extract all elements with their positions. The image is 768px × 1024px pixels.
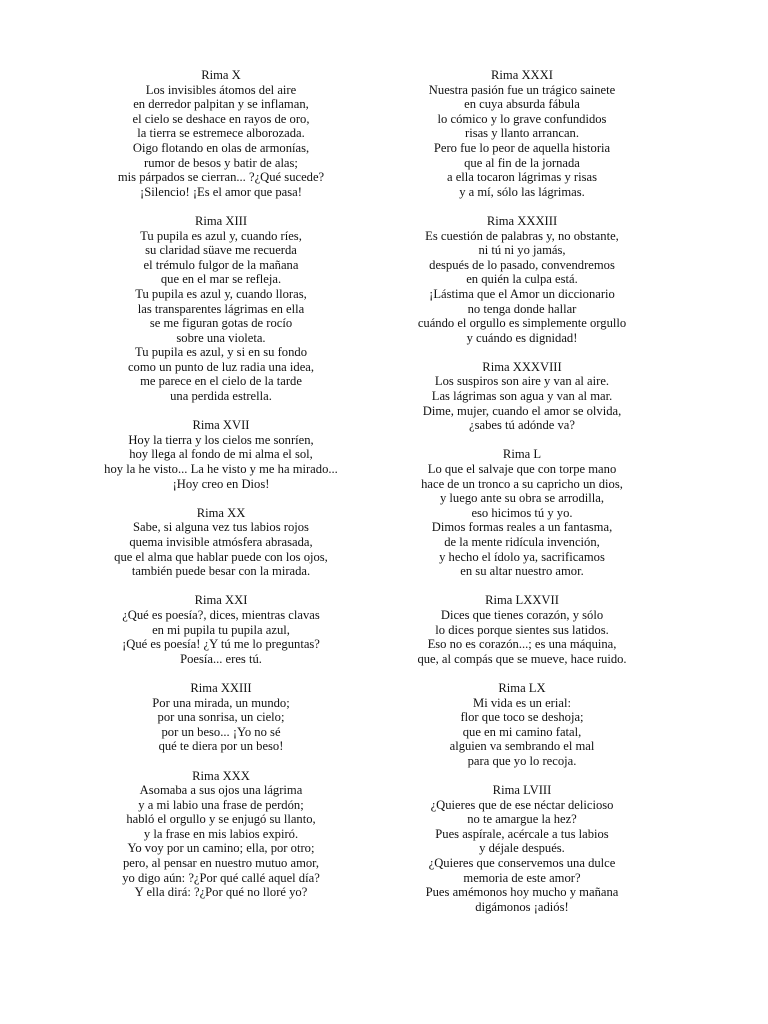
poem-title: Rima XXXVIII (482, 359, 562, 374)
poem-line: Pero fue lo peor de aquella historia (433, 140, 611, 155)
poem-line: las transparentes lágrimas en ella (137, 301, 305, 316)
poem-line: el cielo se deshace en rayos de oro, (132, 111, 310, 126)
poem-line: y la frase en mis labios expiró. (143, 826, 299, 841)
poem-line: risas y llanto arrancan. (465, 126, 579, 141)
poem-title: Rima XVII (192, 418, 250, 433)
left-column (51, 68, 391, 914)
poem-title: Rima XXI (194, 593, 248, 608)
poem (352, 68, 692, 199)
poem-line: eso hicimos tú y yo. (471, 505, 573, 520)
poem-line: y déjale después. (479, 841, 565, 856)
poem-line: después de lo pasado, convendremos (429, 257, 615, 272)
poem-line: Hoy la tierra y los cielos me sonríen, (128, 432, 314, 447)
poem-line: ¡Silencio! ¡Es el amor que pasa! (140, 184, 302, 199)
poem-line: Y ella dirá: ?¿Por qué no lloré yo? (134, 885, 308, 900)
poem-line: Pues amémonos hoy mucho y mañana (425, 885, 619, 900)
poem-line: no tenga donde hallar (467, 301, 577, 316)
poem (51, 593, 391, 666)
poem-line: ¿sabes tú adónde va? (469, 418, 575, 433)
poem-line: ¡Lástima que el Amor un diccionario (429, 286, 615, 301)
poem-line: y hecho el ídolo ya, sacrificamos (439, 549, 605, 564)
poem-line: una perdida estrella. (170, 389, 272, 404)
poem-title: Rima LVIII (492, 783, 552, 798)
poem-line: por un beso... ¡Yo no sé (161, 724, 281, 739)
poem-line: hoy llega al fondo de mi alma el sol, (129, 447, 313, 462)
poem-line: Sabe, si alguna vez tus labios rojos (133, 520, 309, 535)
poem-line: mis párpados se cierran... ?¿Qué sucede? (117, 170, 325, 185)
poem-title: Rima XXXIII (486, 213, 558, 228)
poem-line: la tierra se estremece alborozada. (137, 126, 305, 141)
poem (352, 214, 692, 345)
poem-line: alguien va sembrando el mal (449, 739, 595, 754)
poem-line: Los suspiros son aire y van al aire. (434, 374, 610, 389)
poem-line: en mi pupila tu pupila azul, (152, 622, 290, 637)
poem-line: por una sonrisa, un cielo; (157, 710, 285, 725)
poem-title: Rima XIII (194, 213, 248, 228)
poem (51, 418, 391, 491)
poem-line: Las lágrimas son agua y van al mar. (431, 389, 613, 404)
poem-line: lo dices porque sientes sus latidos. (435, 622, 609, 637)
poem-line: también puede besar con la mirada. (131, 564, 311, 579)
poem (352, 593, 692, 666)
poem-line: el trémulo fulgor de la mañana (143, 257, 299, 272)
poem-line: que, al compás que se mueve, hace ruido. (417, 651, 627, 666)
poem-line: memoria de este amor? (463, 870, 581, 885)
poem-line: se me figuran gotas de rocío (149, 316, 293, 331)
poem-line: flor que toco se deshoja; (460, 710, 584, 725)
poem-line: a ella tocaron lágrimas y risas (446, 170, 598, 185)
poem-line: ni tú ni yo jamás, (478, 243, 566, 258)
poem-line: Oigo flotando en olas de armonías, (132, 140, 310, 155)
poem (51, 769, 391, 900)
poem-line: ¿Quieres que conservemos una dulce (428, 856, 616, 871)
poem-line: Dimos formas reales a un fantasma, (431, 520, 613, 535)
poem-line: Asomaba a sus ojos una lágrima (139, 783, 303, 798)
poem (352, 447, 692, 578)
poem-title: Rima X (201, 68, 241, 82)
poem-line: en derredor palpitan y se inflaman, (133, 97, 309, 112)
poem-line: Tu pupila es azul y, cuando ríes, (140, 228, 302, 243)
poem-line: habló el orgullo y se enjugó su llanto, (126, 812, 316, 827)
poem-line: en cuya absurda fábula (464, 97, 580, 112)
poem-line: Poesía... eres tú. (180, 651, 262, 666)
poem-line: Eso no es corazón...; es una máquina, (427, 637, 617, 652)
poem (51, 214, 391, 404)
poem-line: me parece en el cielo de la tarde (140, 374, 302, 389)
poem-line: y a mí, sólo las lágrimas. (459, 184, 585, 199)
poem-line: yo digo aún: ?¿Por qué callé aquel día? (122, 870, 320, 885)
poem-title: Rima XXXI (491, 68, 553, 82)
poem-line: Tu pupila es azul y, cuando lloras, (135, 286, 307, 301)
poem-title: Rima XXIII (190, 680, 252, 695)
poem-title: Rima LX (498, 680, 546, 695)
poem-line: Es cuestión de palabras y, no obstante, (425, 228, 619, 243)
poem-line: Pues aspírale, acércale a tus labios (435, 826, 609, 841)
poem-line: Lo que el salvaje que con torpe mano (427, 462, 617, 477)
poem-line: su claridad süave me recuerda (145, 243, 297, 258)
poem-line: sobre una violeta. (176, 330, 266, 345)
poem (51, 68, 391, 199)
poem-line: Yo voy por un camino; ella, por otro; (127, 841, 315, 856)
right-column (352, 68, 692, 929)
poem-line: hace de un tronco a su capricho un dios, (421, 476, 623, 491)
poem-line: Nuestra pasión fue un trágico sainete (428, 82, 616, 97)
poem-line: ¡Hoy creo en Dios! (172, 476, 270, 491)
poem-line: en su altar nuestro amor. (460, 564, 584, 579)
poem-line: ¿Quieres que de ese néctar delicioso (430, 797, 614, 812)
poem (352, 360, 692, 433)
poem-line: Dices que tienes corazón, y sólo (440, 607, 604, 622)
poem-line: cuándo el orgullo es simplemente orgullo (417, 316, 627, 331)
poem-line: Tu pupila es azul, y si en su fondo (135, 345, 307, 360)
poem-line: Los invisibles átomos del aire (145, 82, 297, 97)
poem-line: como un punto de luz radia una idea, (127, 359, 315, 374)
poem (352, 681, 692, 769)
poem-line: Por una mirada, un mundo; (152, 695, 290, 710)
poem-line: hoy la he visto... La he visto y me ha mirado... (104, 462, 338, 477)
poem-line: rumor de besos y batir de alas; (144, 155, 298, 170)
poem-title: Rima L (502, 447, 542, 462)
poem-line: qué te diera por un beso! (158, 739, 284, 754)
poem-line: no te amargue la hez? (467, 812, 577, 827)
poem-line: Dime, mujer, cuando el amor se olvida, (422, 403, 622, 418)
poem-line: que al fin de la jornada (464, 155, 580, 170)
poem-line: que en el mar se refleja. (160, 272, 282, 287)
poem-line: ¿Qué es poesía?, dices, mientras clavas (122, 607, 320, 622)
poem-line: quema invisible atmósfera abrasada, (129, 535, 313, 549)
poem-line: pero, al pensar en nuestro mutuo amor, (122, 856, 320, 871)
poem-line: y luego ante su obra se arrodilla, (439, 491, 604, 506)
poem-line: en quién la culpa está. (466, 272, 578, 287)
poem-line: ¡Qué es poesía! ¿Y tú me lo preguntas? (122, 637, 320, 652)
poem-line: que en mi camino fatal, (462, 724, 582, 739)
poem-title: Rima XXX (192, 768, 250, 783)
poem-line: y a mi labio una frase de perdón; (138, 797, 304, 812)
poem-title: Rima XX (196, 505, 246, 520)
poem-line: para que yo lo recoja. (467, 753, 577, 768)
poem-line: y cuándo es dignidad! (466, 330, 578, 345)
poem-line: Mi vida es un erial: (473, 695, 571, 710)
poem-title: Rima LXXVII (485, 593, 559, 608)
poem-line: lo cómico y lo grave confundidos (437, 111, 607, 126)
poem-line: que el alma que hablar puede con los ojos, (114, 549, 328, 564)
poem (352, 783, 692, 914)
poem-line: de la mente ridícula invención, (444, 535, 600, 549)
poem (51, 681, 391, 754)
poem (51, 506, 391, 579)
poem-line: digámonos ¡adiós! (475, 899, 569, 914)
